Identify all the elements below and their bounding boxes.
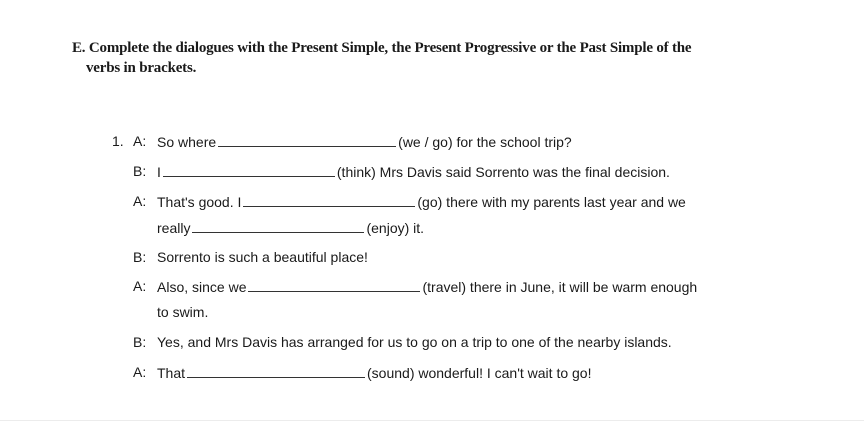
speaker-label: B: (133, 334, 147, 350)
speaker-label: A: (133, 364, 147, 380)
answer-blank[interactable] (218, 132, 396, 147)
speaker-label: B: (133, 249, 147, 265)
line-text-after: (travel) there in June, it will be warm enough (422, 279, 698, 295)
exercise-title-line2: verbs in brackets. (86, 60, 197, 76)
question-number: 1. (112, 133, 124, 149)
speaker-label: A: (133, 133, 147, 149)
speaker-label: A: (133, 193, 147, 209)
answer-blank[interactable] (248, 277, 420, 292)
line-text-before: Yes, and Mrs Davis has arranged for us to go on a trip to one of the nearby islands. (157, 334, 672, 350)
line-text-before: That's good. I (157, 194, 242, 210)
line-text-before: I (157, 164, 161, 180)
line-text-before: to swim. (157, 304, 209, 320)
answer-blank[interactable] (163, 162, 335, 177)
line-text-after: (think) Mrs Davis said Sorrento was the final decision. (336, 164, 670, 180)
exercise-heading (72, 38, 812, 78)
exercise-title-line1: E. Complete the dialogues with the Present Simple, the Present Progressive or the Past Simple of the (72, 40, 692, 56)
speaker-label: B: (133, 163, 147, 179)
speaker-label: A: (133, 278, 147, 294)
line-text-before: So where (157, 134, 217, 150)
line-text-before: Sorrento is such a beautiful place! (157, 249, 368, 265)
line-text-after: (enjoy) it. (366, 220, 425, 236)
line-text-before: That (157, 365, 186, 381)
answer-blank[interactable] (243, 192, 415, 207)
line-text-after: (we / go) for the school trip? (398, 134, 572, 150)
answer-blank[interactable] (192, 218, 364, 233)
page-edge-divider (0, 420, 864, 421)
answer-blank[interactable] (187, 363, 365, 378)
line-text-after: (go) there with my parents last year and we (417, 194, 686, 210)
line-text-before: really (157, 220, 191, 236)
line-text-before: Also, since we (157, 279, 247, 295)
line-text-after: (sound) wonderful! I can't wait to go! (367, 365, 592, 381)
